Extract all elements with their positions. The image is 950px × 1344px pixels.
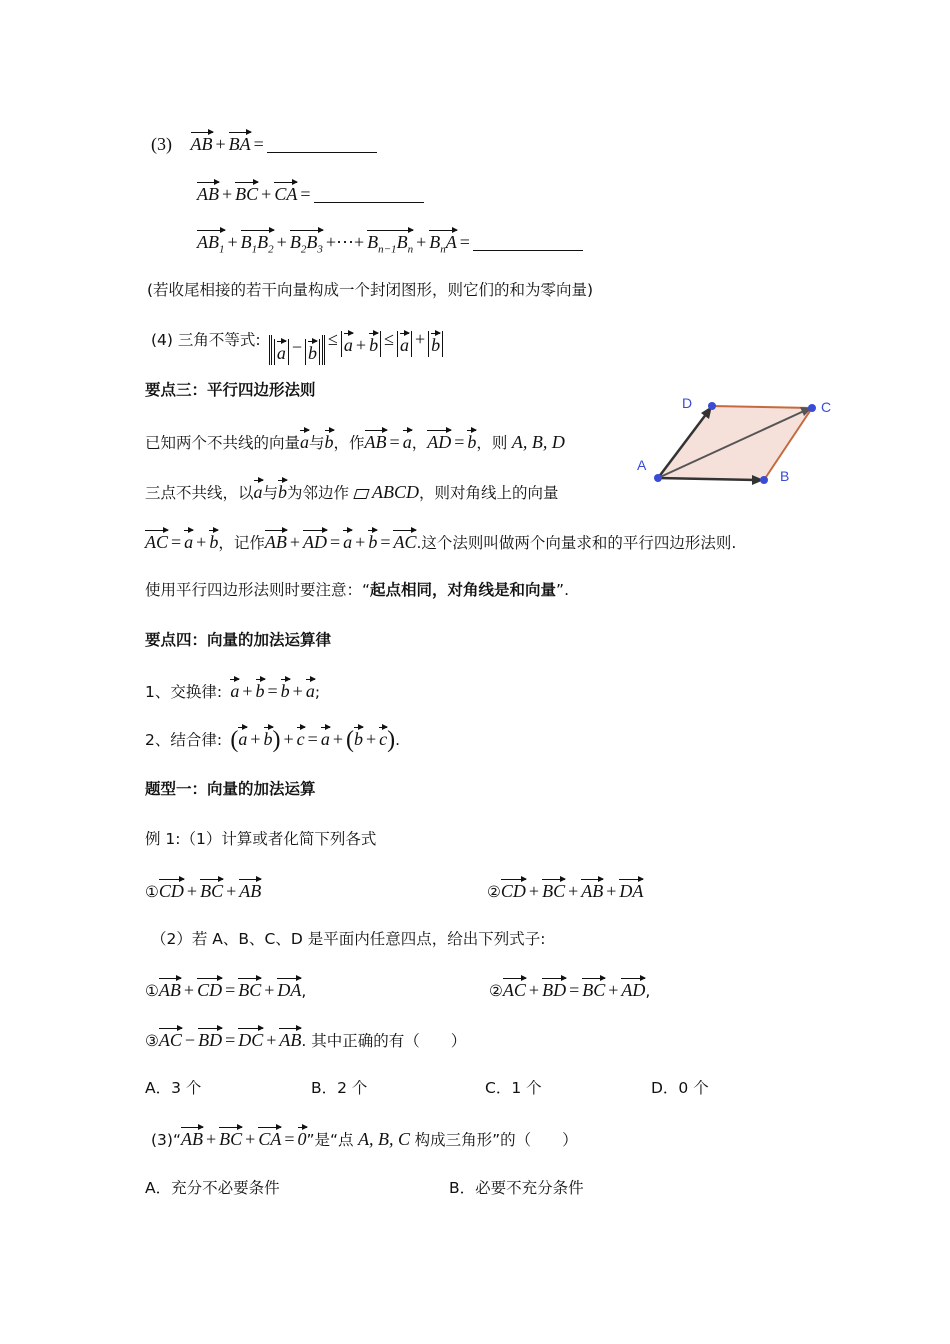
choice-d[interactable]: D．0 个 <box>651 1079 709 1097</box>
closed-figure-note: (若收尾相接的若干向量构成一个封闭图形，则它们的和为零向量) <box>147 281 594 299</box>
choice-a[interactable]: A．3 个 <box>145 1079 202 1097</box>
label-d: D <box>682 395 693 411</box>
label-b: B <box>780 468 790 484</box>
point-d <box>708 402 716 410</box>
triangle-inequality: a − b≤ a + b ≤ a + b <box>269 329 443 349</box>
item3-line3: $AB_1 + B_1B_2 + B_2B_3$ +⋯+ $B_{n-1}B_n + B_nA$ = <box>197 228 583 262</box>
item3-line2: AB + BC + CA = <box>197 180 424 206</box>
statement-1: ①AB + CD = BC + DA, <box>145 976 306 1003</box>
parallelogram-figure <box>632 386 842 492</box>
statement-2: ②AC + BD = BC + AD, <box>489 976 650 1003</box>
example1-intro: 例 1:（1）计算或者化简下列各式 <box>145 830 377 848</box>
item3-label: (3) <box>151 134 172 154</box>
parallelogram-symbol <box>353 489 369 499</box>
heading-type1: 题型一：向量的加法运算 <box>145 780 316 798</box>
point-a <box>654 474 662 482</box>
item3-line1: (3) AB + BA = <box>151 130 377 156</box>
example1-expr2: ②CD + BC + AB + DA <box>487 877 643 904</box>
point3-line1: 已知两个不共线的向量a与b，作AB = a，AD = b，则 A, B, D <box>145 428 565 455</box>
key-phrase: 起点相同，对角线是和向量 <box>370 581 557 599</box>
example1-part3: (3)“AB + BC + CA = 0”是“点 A, B, C 构成三角形”的（ ） <box>151 1125 578 1152</box>
law-commutative: 1、交换律: a + b = b + a; <box>145 677 320 704</box>
heading-point3: 要点三：平行四边形法则 <box>145 381 316 399</box>
choice3-a[interactable]: A．充分不必要条件 <box>145 1179 280 1197</box>
choice-c[interactable]: C．1 个 <box>485 1079 542 1097</box>
example1-expr1: ①CD + BC + AB <box>145 877 261 904</box>
choice-b[interactable]: B．2 个 <box>311 1079 368 1097</box>
choice3-b[interactable]: B．必要不充分条件 <box>449 1179 584 1197</box>
point3-line2: 三点不共线，以a与b为邻边作 ABCD，则对角线上的向量 <box>145 478 559 505</box>
example1-part2: （2）若 A、B、C、D 是平面内任意四点，给出下列式子: <box>151 930 546 948</box>
item4-label: (4) 三角不等式: <box>151 331 261 349</box>
statement-3: ③AC − BD = DC + AB. 其中正确的有（ ） <box>145 1026 466 1053</box>
answer-blank-1[interactable] <box>267 134 377 153</box>
heading-point4: 要点四：向量的加法运算律 <box>145 631 332 649</box>
point3-line4: 使用平行四边形法则时要注意：“起点相同，对角线是和向量”. <box>145 581 570 599</box>
label-a: A <box>637 457 647 473</box>
law-associative: 2、结合律: (a + b) + c = a + (b + c). <box>145 727 401 753</box>
point-b <box>760 476 768 484</box>
point-c <box>808 404 816 412</box>
point3-line3: AC = a + b，记作AB + AD = a + b = AC.这个法则叫做两个向量求和的平行四边形法则. <box>145 528 736 555</box>
answer-blank-2[interactable] <box>314 184 424 203</box>
label-c: C <box>821 399 832 415</box>
item4-line <box>151 327 443 365</box>
answer-blank-3[interactable] <box>473 232 583 251</box>
